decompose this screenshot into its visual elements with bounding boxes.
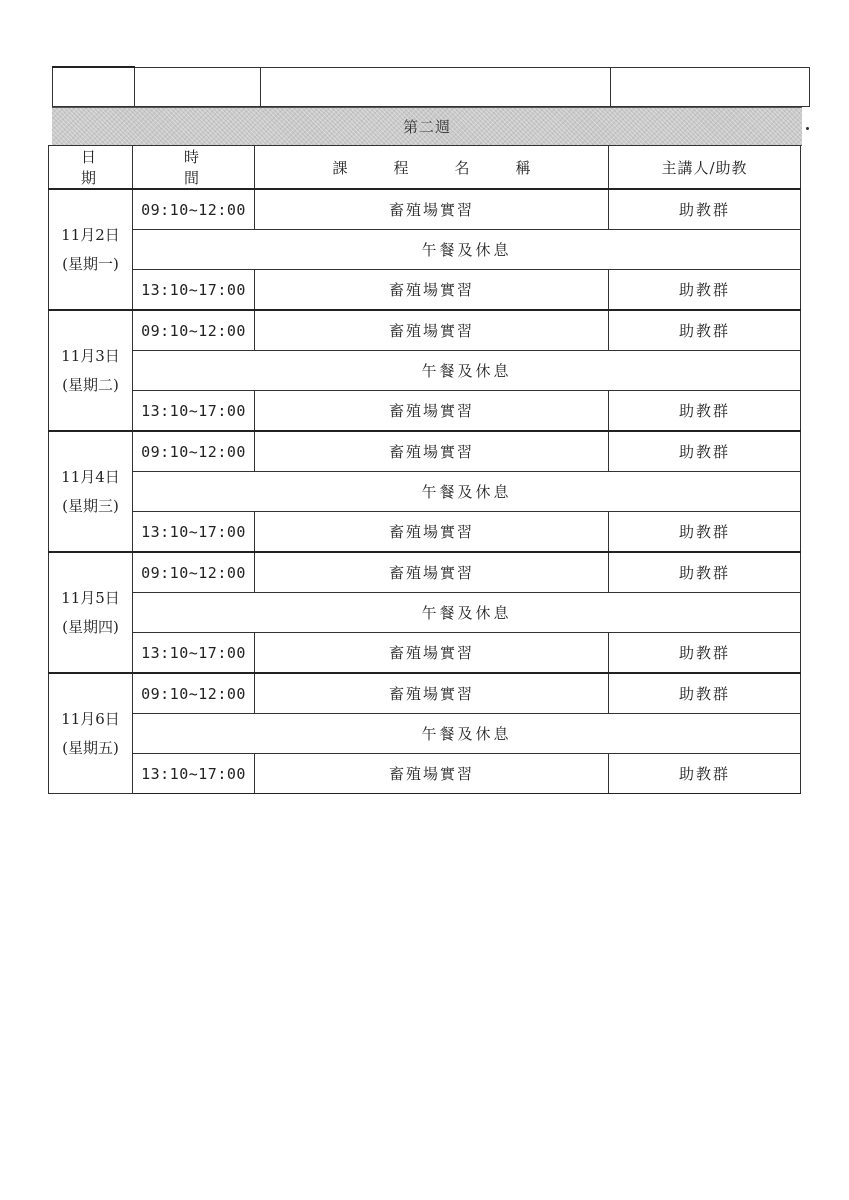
lecturer-cell: 助教群 (609, 189, 801, 230)
time-cell: 13:10~17:00 (133, 270, 255, 311)
lunch-cell: 午餐及休息 (133, 230, 801, 270)
lunch-cell: 午餐及休息 (133, 593, 801, 633)
course-cell: 畜殖場實習 (255, 431, 609, 472)
lecturer-cell: 助教群 (609, 633, 801, 674)
time-cell: 09:10~12:00 (133, 431, 255, 472)
morning-row (49, 552, 801, 593)
date-cell (49, 189, 133, 310)
date-cell (49, 552, 133, 673)
date-cell (49, 310, 133, 431)
empty-cell (611, 67, 810, 107)
column-header-lecturer: 主講人/助教 (609, 146, 801, 190)
lunch-cell: 午餐及休息 (133, 472, 801, 512)
time-cell: 13:10~17:00 (133, 754, 255, 794)
lecturer-cell: 助教群 (609, 673, 801, 714)
schedule-body (49, 189, 801, 794)
date-label: 11月4日 (61, 467, 120, 486)
empty-row (53, 67, 810, 107)
lecturer-cell: 助教群 (609, 270, 801, 311)
empty-cell (135, 67, 261, 107)
time-cell: 13:10~17:00 (133, 633, 255, 674)
morning-row (49, 673, 801, 714)
empty-cell (53, 67, 135, 107)
date-label: 11月6日 (61, 709, 120, 728)
column-header-time: 時 間 (133, 146, 255, 190)
lecturer-cell: 助教群 (609, 310, 801, 351)
weekday-label: (星期一) (62, 254, 119, 273)
week-header: 第二週 (52, 107, 802, 146)
lunch-row (49, 230, 801, 270)
morning-row (49, 189, 801, 230)
header-row (49, 146, 801, 190)
weekday-label: (星期三) (62, 496, 119, 515)
afternoon-row (49, 754, 801, 794)
course-cell: 畜殖場實習 (255, 270, 609, 311)
lunch-row (49, 714, 801, 754)
lunch-row (49, 593, 801, 633)
time-cell: 09:10~12:00 (133, 673, 255, 714)
time-cell: 09:10~12:00 (133, 189, 255, 230)
afternoon-row (49, 391, 801, 432)
course-cell: 畜殖場實習 (255, 633, 609, 674)
lecturer-cell: 助教群 (609, 391, 801, 432)
lunch-cell: 午餐及休息 (133, 351, 801, 391)
course-cell: 畜殖場實習 (255, 552, 609, 593)
lecturer-cell: 助教群 (609, 754, 801, 794)
lunch-row (49, 351, 801, 391)
weekday-label: (星期五) (62, 738, 119, 757)
lecturer-cell: 助教群 (609, 512, 801, 553)
afternoon-row (49, 633, 801, 674)
previous-table-remnant (52, 66, 810, 107)
course-cell: 畜殖場實習 (255, 512, 609, 553)
morning-row (49, 431, 801, 472)
lunch-cell: 午餐及休息 (133, 714, 801, 754)
course-cell: 畜殖場實習 (255, 310, 609, 351)
column-header-date: 日 期 (49, 146, 133, 190)
lunch-row (49, 472, 801, 512)
column-header-course: 課程名稱 (255, 146, 609, 190)
date-cell (49, 673, 133, 794)
weekday-label: (星期四) (62, 617, 119, 636)
weekday-label: (星期二) (62, 375, 119, 394)
scan-dot (806, 127, 809, 130)
afternoon-row (49, 270, 801, 311)
course-cell: 畜殖場實習 (255, 391, 609, 432)
course-cell: 畜殖場實習 (255, 673, 609, 714)
lecturer-cell: 助教群 (609, 431, 801, 472)
time-cell: 13:10~17:00 (133, 512, 255, 553)
date-cell (49, 431, 133, 552)
time-cell: 13:10~17:00 (133, 391, 255, 432)
morning-row (49, 310, 801, 351)
empty-cell (261, 67, 611, 107)
lecturer-cell: 助教群 (609, 552, 801, 593)
time-cell: 09:10~12:00 (133, 310, 255, 351)
course-cell: 畜殖場實習 (255, 189, 609, 230)
afternoon-row (49, 512, 801, 553)
time-cell: 09:10~12:00 (133, 552, 255, 593)
schedule-table (48, 145, 801, 794)
course-cell: 畜殖場實習 (255, 754, 609, 794)
date-label: 11月2日 (61, 225, 120, 244)
date-label: 11月5日 (61, 588, 120, 607)
date-label: 11月3日 (61, 346, 120, 365)
